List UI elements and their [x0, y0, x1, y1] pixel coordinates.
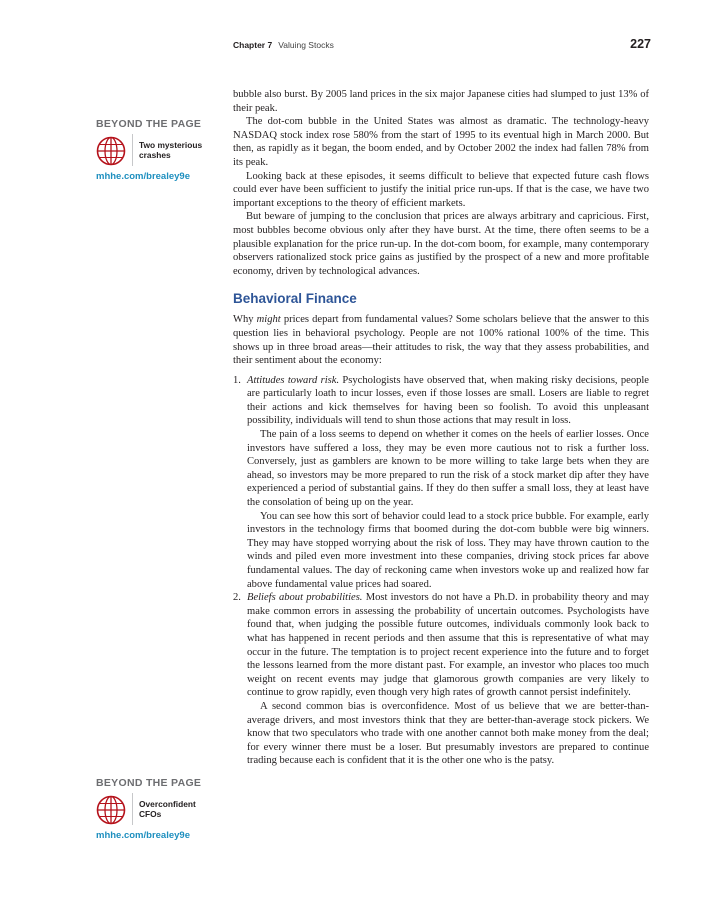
list-item: 1. Attitudes toward risk. Psychologists have observed that, when making risky decisions, people are particularly loath to incur losses, even if those losses are small. Losers are liable to regret their actions and kick themselves for having been so foolish. To avoid this unpleasant possibility, individuals will tend to shun those actions that may result in loss. The pain of a loss seems to depend on whether it comes on the heels of earlier losses. Once investors have suffered a loss, they may be even more cautious not to risk a further loss. Conversely, just as gamblers are known to be more willing to take large bets when they are ahead, so investors may be more prepared to run the risk of a stock market dip after they have experienced a period of substantial gains. If they do then suffer a small loss, they at least have the consolation of being up on the year. You can see how this sort of behavior could lead to a stock price bubble. For example, early investors in the technology firms that boomed during the dot-com bubble were big winners. They may have stopped worrying about the risk of loss. They may have thrown caution to the winds and piled even more investment into these companies, driving stock prices far above fundamental values. The day of reckoning came when investors woke up and realized how far above fundamental value prices had soared.	[233, 374, 649, 590]
paragraph: bubble also burst. By 2005 land prices in the six major Japanese cities had slumped to just 13% of their peak.	[233, 89, 649, 114]
list-paragraph: A second common bias is overconfidence. Most of us believe that we are better-than-average drivers, and most investors think that they are better-than-average stock pickers. We know that two speculators who trade with one another cannot both make money from the deal; for every winner there must be a loser. But presumably investors are prepared to continue trading because each is confident that it is the other one who is the patsy.	[247, 700, 649, 767]
list-lead: Beliefs about probabilities.	[247, 592, 363, 604]
sidebar-title: BEYOND THE PAGE	[96, 777, 202, 789]
paragraph: The dot-com bubble in the United States was almost as dramatic. The technology-heavy NASDAQ stock index rose 580% from the start of 1995 to its eventual high in March 2000. But then, as rapidly as it began, the boom ended, and by October 2002 the index had fallen 78% from its peak.	[233, 116, 649, 168]
list-paragraph: You can see how this sort of behavior could lead to a stock price bubble. For example, early investors in the technology firms that boomed during the dot-com bubble were big winners. They may have stopped worrying about the risk of loss. They may have thrown caution to the winds and piled even more investment into these companies, driving stock prices far above fundamental values. The day of reckoning came when investors woke up and realized how far above fundamental value prices had soared.	[247, 510, 649, 590]
running-header	[233, 37, 651, 53]
sidebar-divider	[132, 793, 133, 825]
chapter-title: Valuing Stocks	[278, 40, 334, 50]
list-paragraph: The pain of a loss seems to depend on whether it comes on the heels of earlier losses. Once investors have suffered a loss, they may be even more cautious not to risk a further loss. Conversely, just as gamblers are known to be more willing to take large bets when they are ahead, so investors may be more prepared to run the risk of a stock market dip after they have experienced a period of substantial gains. If they do then suffer a small loss, they at least have the consolation of being up on the year.	[247, 429, 649, 509]
sidebar-link[interactable]: mhhe.com/brealey9e	[96, 830, 190, 841]
paragraph: Looking back at these episodes, it seems difficult to believe that expected future cash flows could ever have been sufficient to justify the initial price run-ups. If that is the case, we have two important exceptions to the theory of efficient markets.	[233, 170, 649, 209]
page-number: 227	[630, 37, 651, 51]
numbered-list	[233, 374, 649, 768]
sidebar-label: Two mysterious crashes	[139, 140, 203, 160]
section-heading: Behavioral Finance	[233, 291, 357, 307]
globe-icon	[96, 795, 126, 825]
beyond-the-page-sidebar	[96, 777, 216, 841]
paragraph: But beware of jumping to the conclusion that prices are always arbitrary and capricious. First, most bubbles become obvious only after they have burst. At the time, there often seems to be a plausible explanation for the price run-up. In the dot-com boom, for example, many contemporary observers rationalized stock price gains as justified by the prospect of a new and more profitable economy, driven by technological advances.	[233, 211, 649, 277]
list-number: 2.	[233, 592, 241, 604]
list-item: 2. Beliefs about probabilities. Most investors do not have a Ph.D. in probability theory and may make common errors in assessing the probability of uncertain outcomes. Psychologists have found that, when judging the possible future outcomes, individuals commonly look back to what has happened in recent periods and then assume that this is representative of what may occur in the future. The temptation is to project recent experience into the future and to forget the lessons learned from the more distant past. For example, an investor who places too much weight on recent events may judge that glamorous growth companies are very likely to continue to grow rapidly, even though very high rates of growth cannot persist indefinitely. A second common bias is overconfidence. Most of us believe that we are better-than-average drivers, and most investors think that they are better-than-average stock pickers. We know that two speculators who trade with one another cannot both make money from the deal; for every winner there must be a loser. But presumably investors are prepared to continue trading because each is confident that it is the other one who is the patsy.	[233, 592, 649, 767]
beyond-the-page-sidebar	[96, 118, 216, 182]
sidebar-label: Overconfident CFOs	[139, 799, 196, 819]
sidebar-box	[96, 134, 216, 168]
list-number: 1.	[233, 374, 241, 386]
sidebar-title: BEYOND THE PAGE	[96, 118, 202, 130]
sidebar-divider	[132, 134, 133, 166]
sidebar-link[interactable]: mhhe.com/brealey9e	[96, 171, 190, 182]
list-lead: Attitudes toward risk.	[247, 374, 340, 386]
main-text	[233, 88, 649, 768]
chapter-label: Chapter 7 Valuing Stocks	[233, 40, 334, 50]
globe-icon	[96, 136, 126, 166]
section-intro: Why might prices depart from fundamental values? Some scholars believe that the answer to this question lies in behavioral psychology. People are not 100% rational 100% of the time. This shows up in three broad areas—their attitudes to risk, the way that they assess probabilities, and their sentiment about the economy:	[233, 314, 650, 367]
sidebar-box	[96, 793, 216, 827]
